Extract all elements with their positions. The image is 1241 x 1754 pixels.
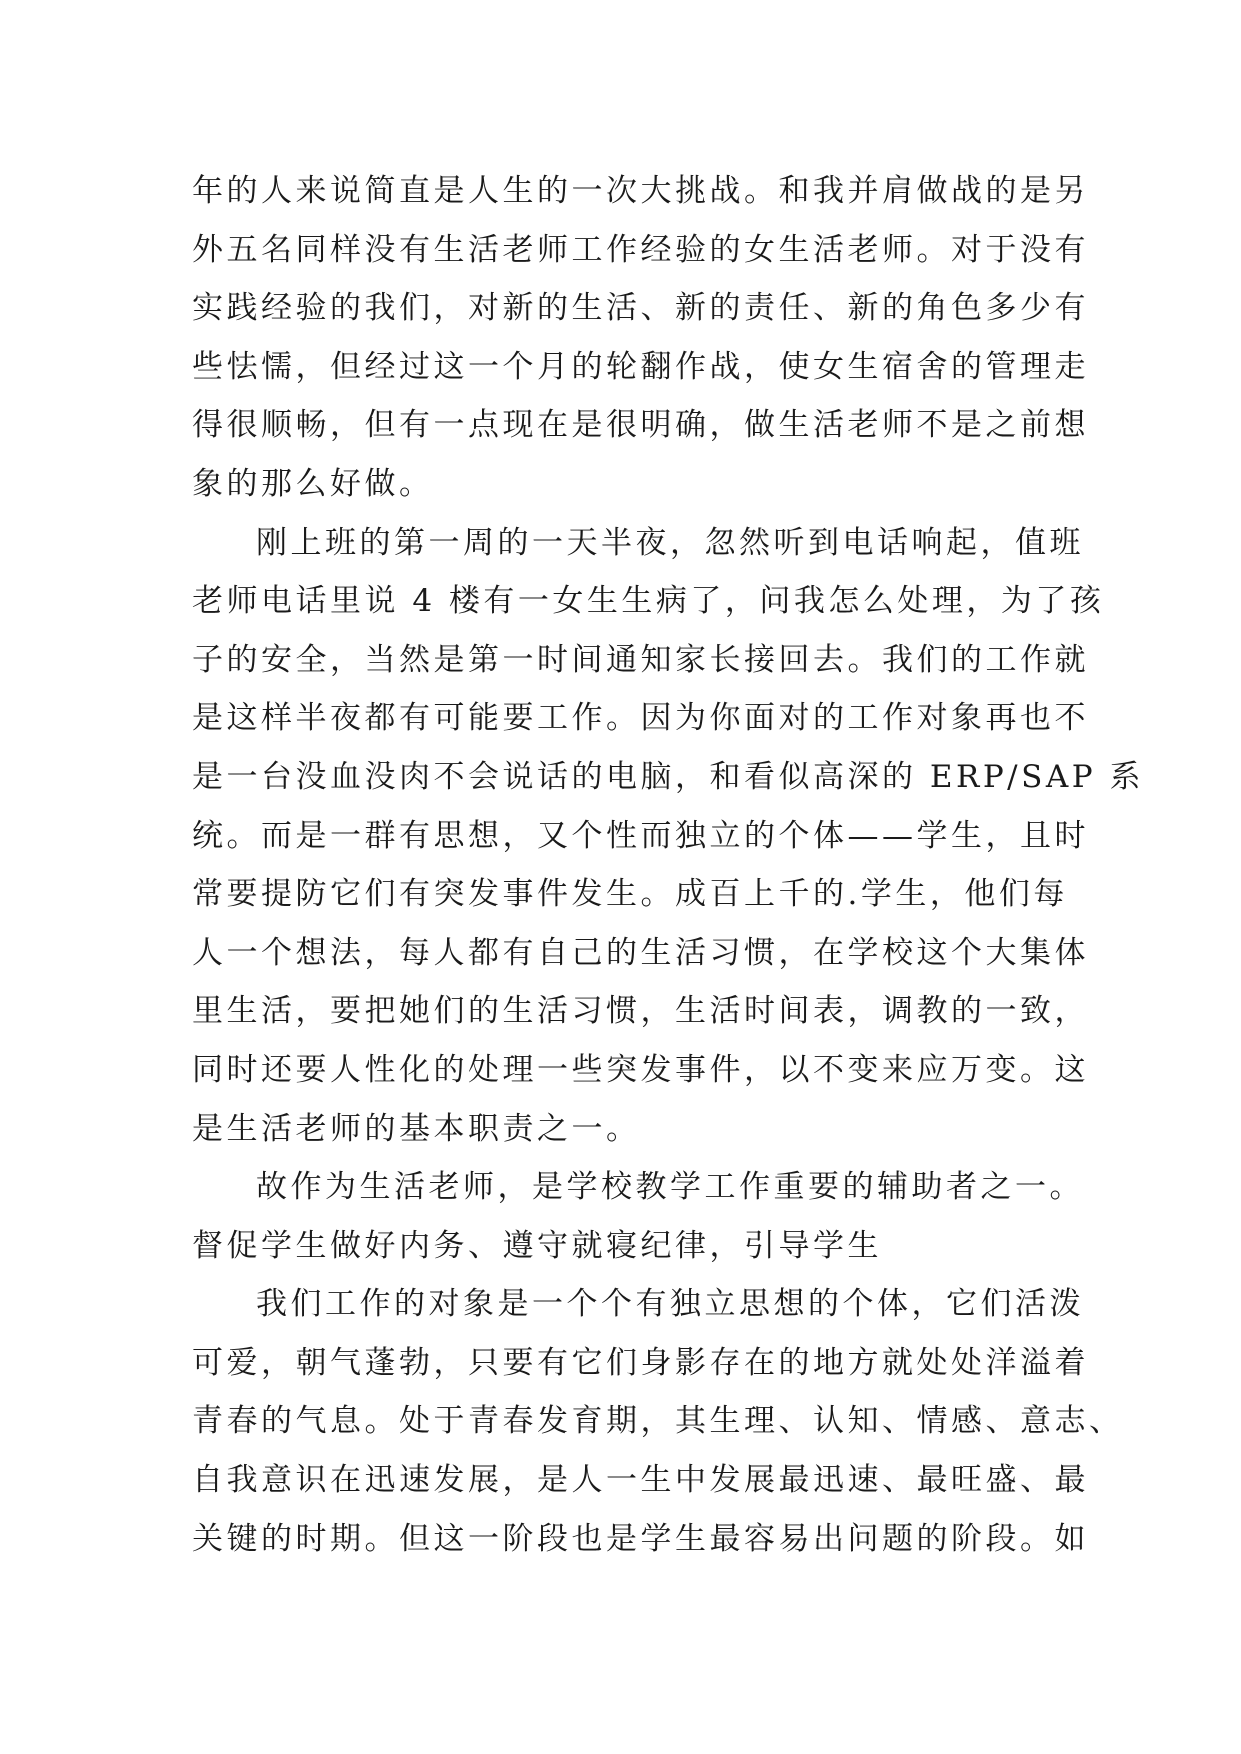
text-line: 实践经验的我们，对新的生活、新的责任、新的角色多少有 bbox=[192, 290, 1089, 327]
paragraph-first-line: 故作为生活老师，是学校教学工作重要的辅助者之一。 bbox=[256, 1169, 1084, 1206]
text-line: 是一台没血没肉不会说话的电脑，和看似高深的 ERP/SAP 系 bbox=[192, 758, 1144, 795]
text-line: 子的安全，当然是第一时间通知家长接回去。我们的工作就 bbox=[192, 641, 1089, 678]
text-line: 关键的时期。但这一阶段也是学生最容易出问题的阶段。如 bbox=[192, 1520, 1089, 1557]
text-line: 里生活，要把她们的生活习惯，生活时间表，调教的一致， bbox=[192, 993, 1089, 1030]
text-line: 年的人来说简直是人生的一次大挑战。和我并肩做战的是另 bbox=[192, 173, 1089, 209]
text-line: 老师电话里说 4 楼有一女生生病了，问我怎么处理，为了孩 bbox=[192, 583, 1105, 620]
document-body bbox=[192, 162, 1144, 1568]
text-line: 外五名同样没有生活老师工作经验的女生活老师。对于没有 bbox=[192, 231, 1089, 268]
text-line: 人一个想法，每人都有自己的生活习惯，在学校这个大集体 bbox=[192, 934, 1089, 971]
text-line: 常要提防它们有突发事件发生。成百上千的.学生，他们每 bbox=[192, 876, 1068, 913]
text-line: 可爱，朝气蓬勃，只要有它们身影存在的地方就处处洋溢着 bbox=[192, 1344, 1089, 1381]
text-line: 同时还要人性化的处理一些突发事件，以不变来应万变。这 bbox=[192, 1051, 1089, 1088]
text-line: 自我意识在迅速发展，是人一生中发展最迅速、最旺盛、最 bbox=[192, 1462, 1089, 1499]
text-line: 督促学生做好内务、遵守就寝纪律，引导学生 bbox=[192, 1227, 882, 1264]
text-line: 是生活老师的基本职责之一。 bbox=[192, 1110, 641, 1147]
text-line: 是这样半夜都有可能要工作。因为你面对的工作对象再也不 bbox=[192, 700, 1089, 737]
text-line: 些怯懦，但经过这一个月的轮翻作战，使女生宿舍的管理走 bbox=[192, 348, 1089, 385]
text-line: 象的那么好做。 bbox=[192, 465, 434, 502]
paragraph-first-line: 我们工作的对象是一个个有独立思想的个体，它们活泼 bbox=[256, 1286, 1084, 1323]
text-line: 统。而是一群有思想，又个性而独立的个体——学生，且时 bbox=[192, 817, 1089, 854]
text-line: 得很顺畅，但有一点现在是很明确，做生活老师不是之前想 bbox=[192, 407, 1089, 444]
text-line: 青春的气息。处于青春发育期，其生理、认知、情感、意志、 bbox=[192, 1403, 1124, 1440]
paragraph-first-line: 刚上班的第一周的一天半夜，忽然听到电话响起，值班 bbox=[256, 524, 1084, 561]
